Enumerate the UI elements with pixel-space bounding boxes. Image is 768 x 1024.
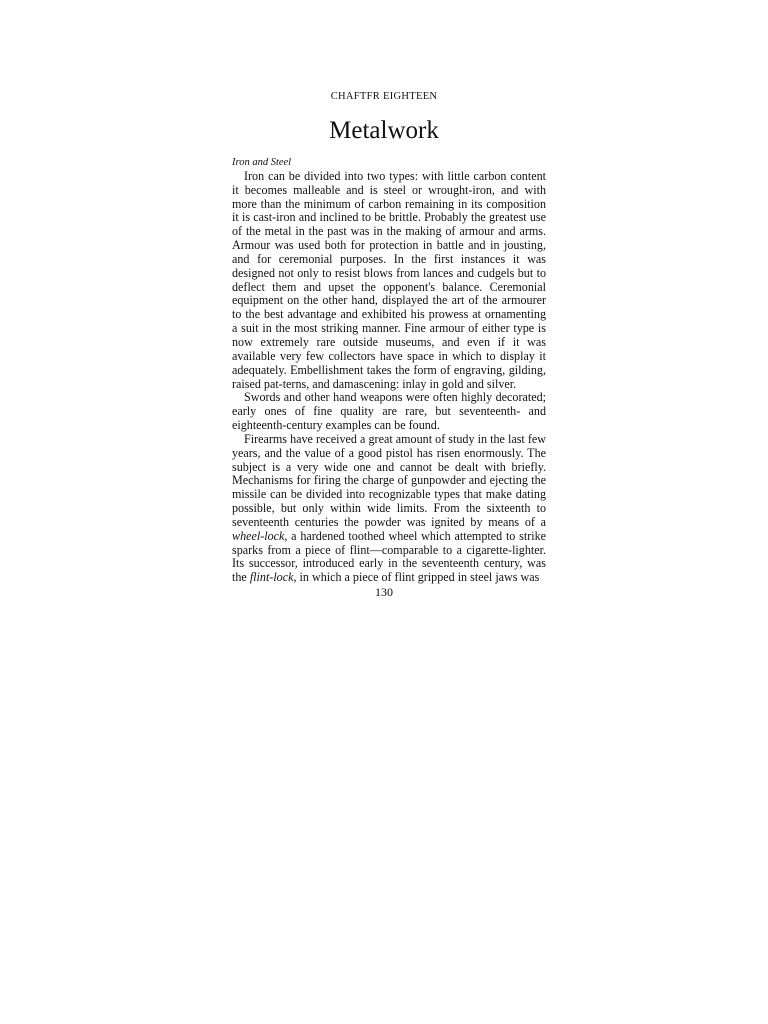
paragraph-firearms-text-1: Firearms have received a great amount of study in the last few years, and the value of a good pistol has risen enormously. The subject is a very wide one and cannot be dealt with briefly. Mechanisms for firing the charge of gunpowder and ejecting the missile can be divided into recognizable types that make dating possible, but only within wide limits. From the sixteenth to seventeenth centuries the powder was ignited by means of a [232,431,546,529]
paragraph-firearms [232,433,546,585]
section-heading: Iron and Steel [232,157,292,168]
page-number: 130 [375,585,393,599]
paragraph-firearms-text-2: a hardened toothed wheel which attempted to strike sparks from a piece of flint—comparable to a cigarette-lighter. Its successor, introduced early in the seventeenth century, was the [232,528,546,585]
chapter-title: Metalwork [329,117,439,144]
paragraph-firearms-text-3: in which a piece of flint gripped in steel jaws was [296,570,540,585]
paragraph-armour: Iron can be divided into two types: with little carbon content it becomes malleable and is steel or wrought-iron, and with more than the minimum of carbon remaining in its composition it is cast-iron and inclined to be brittle. Probably the greatest use of the metal in the past was in the making of armour and arms. Armour was used both for protection in battle and in jousting, and for ceremonial purposes. In the first instances it was designed not only to resist blows from lances and cudgels but to deflect them and upset the opponent's balance. Ceremonial equipment on the other hand, displayed the art of the armourer to the best advantage and exhibited his prowess at ornamenting a suit in the most striking manner. Fine armour of either type is now extremely rare outside museums, and even if it was available very few collectors have space in which to display it adequately. Embellishment takes the form of engraving, gilding, raised pat-terns, and damascening: inlay in gold and silver. [232,168,546,391]
body-text [232,156,546,585]
paragraph-swords: Swords and other hand weapons were often highly decorated; early ones of fine quality are rare, but seventeenth- and eighteenth-century examples can be found. [232,390,546,433]
chapter-label: CHAFTFR EIGHTEEN [330,91,438,102]
term-flint-lock: flint-lock, [249,570,297,585]
term-wheel-lock: wheel-lock, [232,528,288,543]
